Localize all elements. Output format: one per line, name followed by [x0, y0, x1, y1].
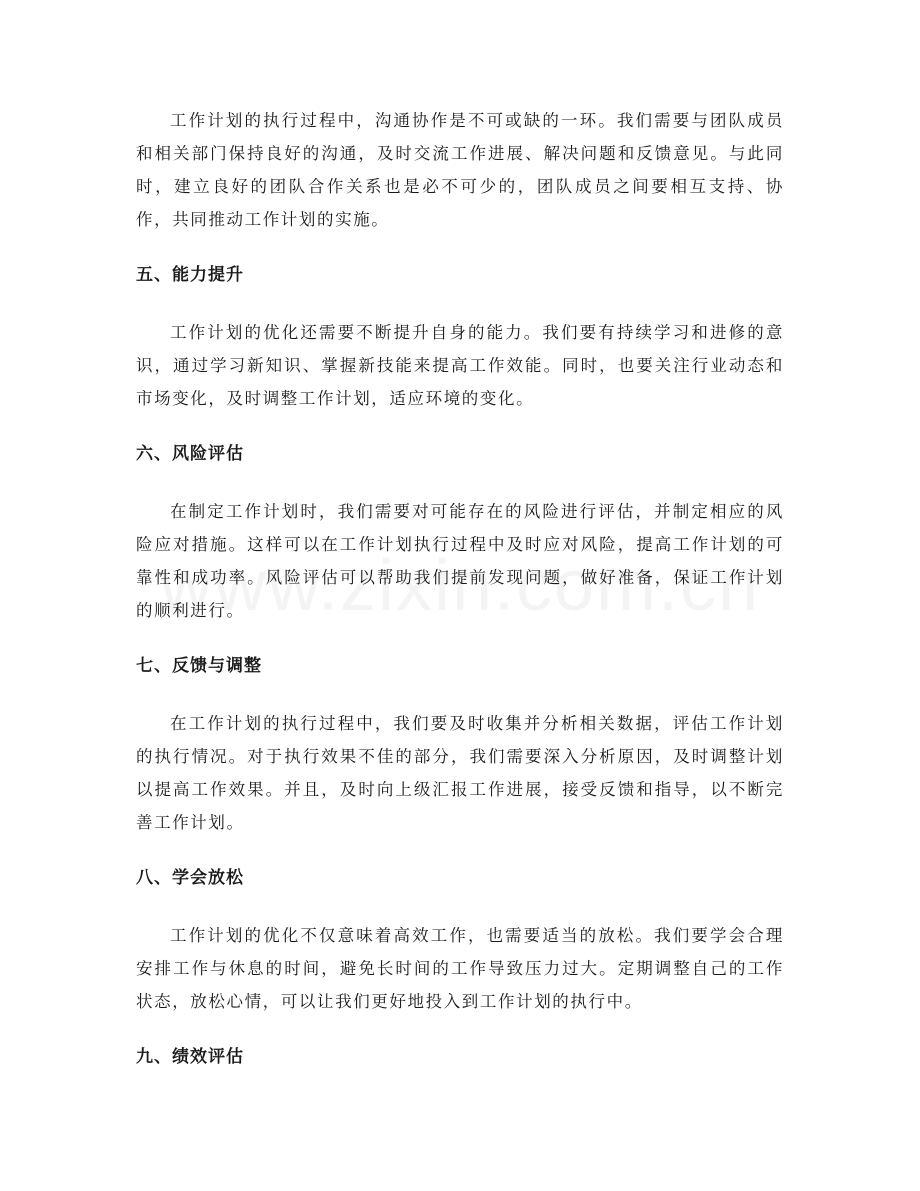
section-heading-5: 五、能力提升 [136, 265, 244, 285]
section-paragraph-7: 在工作计划的执行过程中，我们要及时收集并分析相关数据，评估工作计划的执行情况。对于执行效果不佳的部分，我们需要深入分析原因，及时调整计划以提高工作效果。并且，及时向上级汇报工作进展，接受反馈和指导，以不断完善工作计划。 [136, 714, 784, 832]
section-paragraph-5: 工作计划的优化还需要不断提升自身的能力。我们要有持续学习和进修的意识，通过学习新知识、掌握新技能来提高工作效能。同时，也要关注行业动态和市场变化，及时调整工作计划，适应环境的变化。 [136, 323, 784, 408]
section-heading-6: 六、风险评估 [136, 444, 244, 464]
section-paragraph-8: 工作计划的优化不仅意味着高效工作，也需要适当的放松。我们要学会合理安排工作与休息的时间，避免长时间的工作导致压力过大。定期调整自己的工作状态，放松心情，可以让我们更好地投入到工作计划的执行中。 [136, 926, 784, 1011]
section-heading-9: 九、绩效评估 [136, 1047, 244, 1067]
section-heading-8: 八、学会放松 [136, 868, 244, 888]
section-heading-7: 七、反馈与调整 [136, 656, 262, 676]
intro-paragraph: 工作计划的执行过程中，沟通协作是不可或缺的一环。我们需要与团队成员和相关部门保持良好的沟通，及时交流工作进展、解决问题和反馈意见。与此同时，建立良好的团队合作关系也是必不可少的，团队成员之间要相互支持、协作，共同推动工作计划的实施。 [136, 111, 784, 229]
section-paragraph-6: 在制定工作计划时，我们需要对可能存在的风险进行评估，并制定相应的风险应对措施。这样可以在工作计划执行过程中及时应对风险，提高工作计划的可靠性和成功率。风险评估可以帮助我们提前发现问题，做好准备，保证工作计划的顺利进行。 [136, 502, 784, 620]
